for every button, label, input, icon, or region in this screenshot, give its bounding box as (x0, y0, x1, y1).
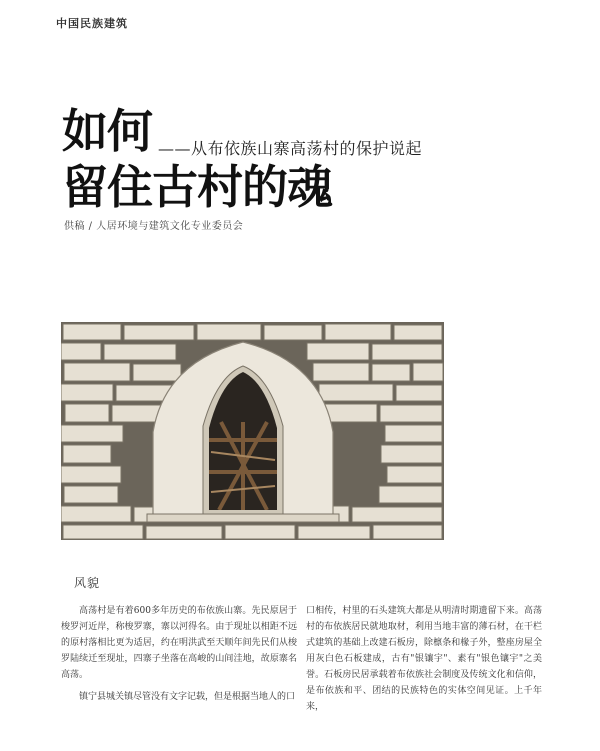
section-heading: 风貌 (74, 576, 101, 590)
paragraph: 镇宁县城关镇尽管没有文字记载，但是根据当地人的口 (79, 692, 296, 702)
article-title-line2: 留住古村的魂 (62, 160, 332, 214)
publication-header: 中国民族建筑 (56, 17, 128, 30)
byline: 供稿 / 人居环境与建筑文化专业委员会 (64, 221, 244, 232)
stone-window-photo (61, 322, 444, 540)
body-column-right (306, 603, 542, 715)
article-subtitle: ——从布依族山寨高荡村的保护说起 (158, 139, 423, 158)
paragraph: 口相传，村里的石头建筑大都是从明清时期遗留下来。高荡村的布依族居民就地取材，利用当地丰富的薄石材，在干栏式建筑的基础上改建石板房，除檩条和椽子外，整座房屋全用灰白色石板建成，古有"银镶宇"、素有"银色镶宇"之美誉。石板房民居承载着布依族社会制度及传统文化和信仰，是布依族和平、团结的民族特色的实体空间见证。上千年来， (306, 606, 542, 712)
body-column-left (61, 603, 297, 705)
window-sill (147, 514, 339, 522)
article-title-line1: 如何 (62, 104, 152, 158)
paragraph: 高荡村是有着600多年历史的布依族山寨。先民原居于梭罗河近岸，称梭罗寨，寨以河得名。由于现址以相距不远的原村落相比更为适居，约在明洪武至天顺年间先民们从梭罗陆续迁至现址，四寨子坐落在高峻的山间洼地，故原寨名高荡。 (61, 606, 297, 680)
